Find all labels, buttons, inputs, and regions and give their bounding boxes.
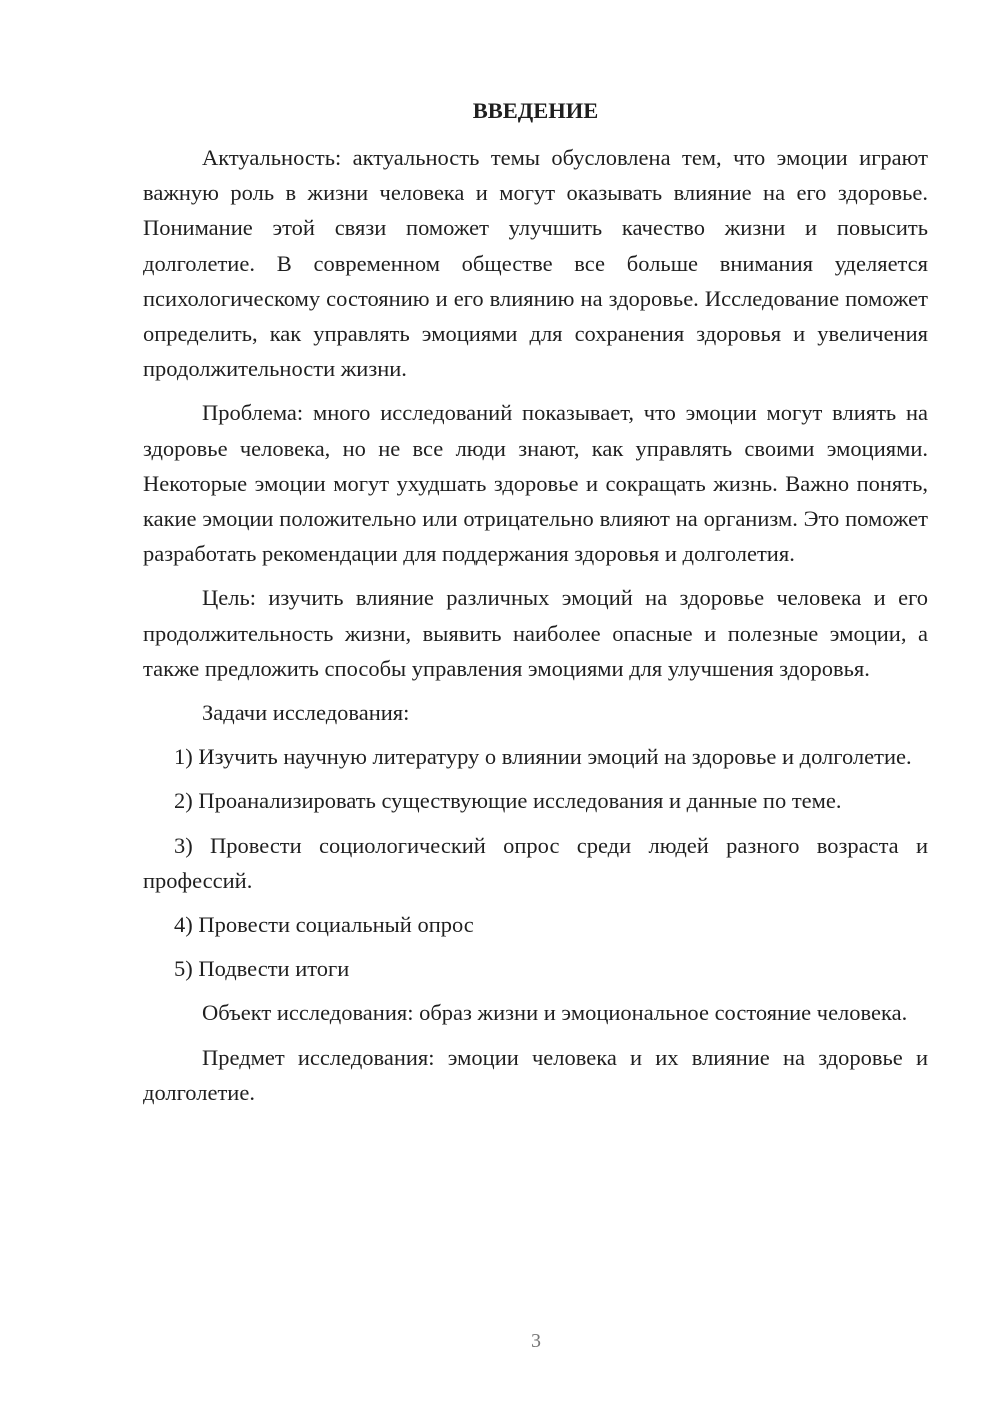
relevance-paragraph: Актуальность: актуальность темы обусловлена тем, что эмоции играют важную роль в жизни человека и могут оказывать влияние на его здоровье. Понимание этой связи поможет улучшить качество жизни и повысить долголетие. В современном обществе все больше внимания уделяется психологическому состоянию и его влиянию на здоровье. Исследование поможет определить, как управлять эмоциями для сохранения здоровья и увеличения продолжительности жизни. — [143, 145, 928, 382]
problem-paragraph: Проблема: много исследований показывает, что эмоции могут влиять на здоровье человека, но не все люди знают, как управлять своими эмоциями. Некоторые эмоции могут ухудшать здоровье и сокращать жизнь. Важно понять, какие эмоции положительно или отрицательно влияют на организм. Это поможет разработать рекомендации для поддержания здоровья и долголетия. — [143, 400, 928, 567]
page-number: 3 — [531, 1330, 541, 1352]
task-item: 4) Провести социальный опрос — [174, 912, 474, 938]
task-item: 2) Проанализировать существующие исследования и данные по теме. — [174, 788, 842, 814]
object-paragraph: Объект исследования: образ жизни и эмоциональное состояние человека. — [202, 1000, 908, 1026]
tasks-heading: Задачи исследования: — [202, 700, 410, 726]
task-item: 1) Изучить научную литературу о влиянии эмоций на здоровье и долголетие. — [174, 744, 912, 770]
subject-paragraph: Предмет исследования: эмоции человека и их влияние на здоровье и долголетие. — [143, 1044, 928, 1105]
goal-paragraph: Цель: изучить влияние различных эмоций на здоровье человека и его продолжительность жизни, выявить наиболее опасные и полезные эмоции, а также предложить способы управления эмоциями для улучшения здоровья. — [143, 585, 928, 681]
section-title: ВВЕДЕНИЕ — [472, 98, 599, 123]
task-item: 3) Провести социологический опрос среди людей разного возраста и профессий. — [143, 832, 928, 893]
task-item: 5) Подвести итоги — [174, 956, 350, 982]
document-page — [143, 94, 928, 1119]
